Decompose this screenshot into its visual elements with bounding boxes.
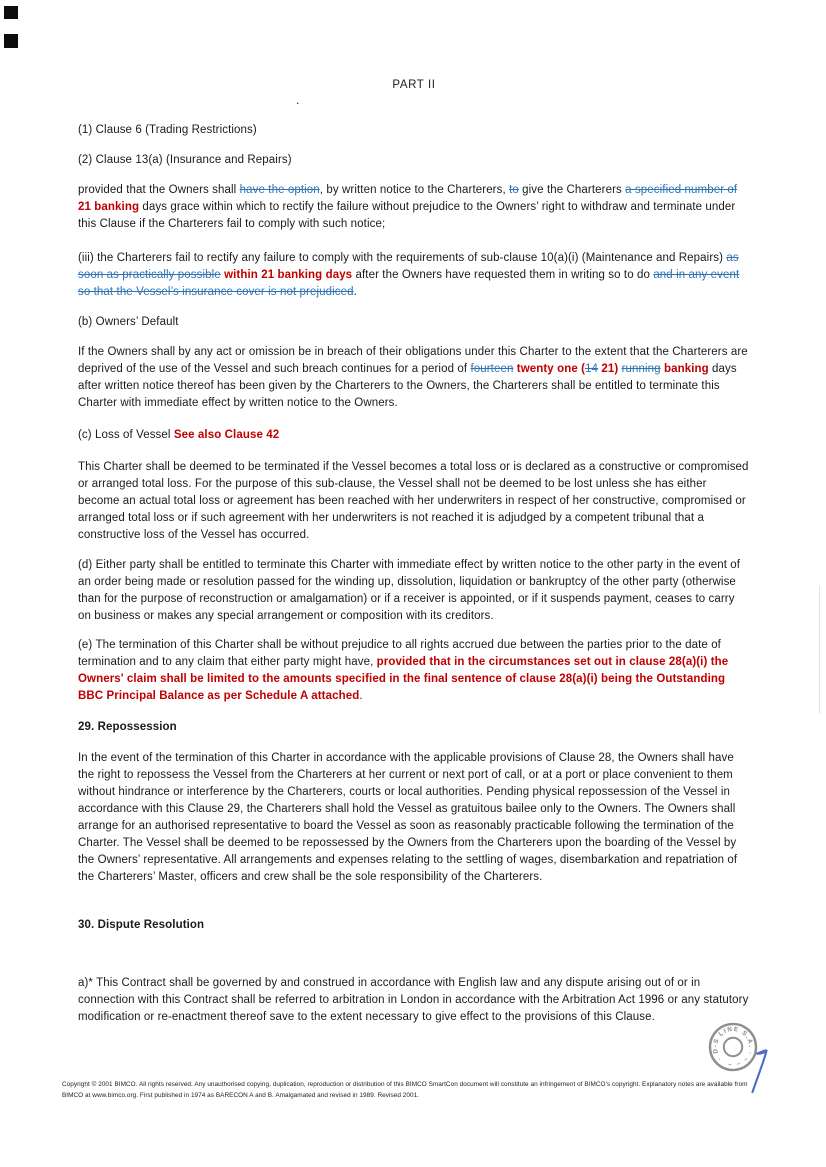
deleted-text: 14 [585, 363, 599, 375]
text-run: In the event of the termination of this Charter in accordance with the applicable provisions of Clause 28, the Owners shall have the right to repossess the Vessel from the Charterers at her current or next port of call, or at a port or place convenient to them without hindrance or interference by the Charterers, courts or local authorities. Pending physical repossession of the Vessel in accordance with this Clause 29, the Charterers shall hold the Vessel as gratuitous bailee only to the Owners. The Owners shall arrange for an authorised representative to board the Vessel as soon as reasonably practicable following the termination of the Charter. The Vessel shall be deemed to be repossessed by the Owners from the Charterers upon the boarding of the Vessel by the Owners’ representative. All arrangements and expenses relating to the settling of wages, disembarkation and repatriation of the Charterers’ Master, officers and crew shall be the sole responsibility of the Charterers. [78, 752, 738, 883]
subclause-b-label [78, 314, 750, 331]
text-run: 30. Dispute Resolution [78, 919, 205, 931]
scan-artifact-mark [4, 34, 18, 48]
stray-dot: . [296, 93, 300, 107]
subclause-c-label [78, 427, 750, 444]
inserted-text: within 21 banking days [224, 269, 353, 281]
text-run: a)* This Contract shall be governed by and construed in accordance with English law and any dispute arising out of or in connection with this Contract shall be referred to arbitration in London in accordance with the Arbitration Act 1996 or any statutory modification or re-enactment thereof save to the extent necessary to give effect to the provisions of this Clause. [78, 977, 749, 1023]
inserted-text: 21 banking [78, 201, 140, 213]
text-run: (e) The termination of this Charter shall be without prejudice to all rights accrued due between the parties prior to the date of termination and to any claim that either party might have, [78, 639, 721, 668]
clause-ref-2 [78, 152, 750, 169]
inserted-text: banking [663, 363, 709, 375]
scan-edge-line [819, 586, 820, 714]
inserted-text: twenty one [516, 363, 578, 375]
footer-copyright: Copyright © 2001 BIMCO. All rights reserved. Any unauthorised copying, duplication, reproduction or distribution of this BIMCO SmartCon document will constitute an infringement of BIMCO’s copyright. Explanatory notes are available from BIMCO at www.bimco.org. First published in 1974 as BARECON A and B. Amalgamated and revised in 1989. Revised 2001. [62, 1081, 748, 1099]
inserted-text: 21) [598, 363, 619, 375]
inserted-text: ( [581, 363, 586, 375]
paragraph-owners-default [78, 344, 750, 412]
text-run: 29. Repossession [78, 721, 177, 733]
heading-29 [78, 719, 750, 736]
text-run: , by written notice to the Charterers, [319, 184, 510, 196]
paragraph-repossession [78, 750, 750, 886]
text-run: (iii) the Charterers fail to rectify any failure to comply with the requirements of sub-clause 10(a)(i) (Maintenance and Repairs) [78, 252, 727, 264]
paragraph-loss-of-vessel [78, 459, 750, 544]
heading-30 [78, 917, 750, 934]
text-run: provided that the Owners shall [78, 184, 240, 196]
stamp-ring-text: · D-S LINE S.A. · – – – [711, 1025, 755, 1069]
deleted-text: running [621, 363, 661, 375]
text-run: . [353, 286, 357, 298]
inserted-text: provided that in the circumstances set out in clause 28(a)(i) the Owners' claim shall be limited to the amounts specified in the final sentence of clause 28(a)(i) being the Outstanding BBC Principal Balance as per Schedule A attached [78, 656, 729, 702]
text-run: (d) Either party shall be entitled to terminate this Charter with immediate effect by written notice to the other party in the event of an order being made or resolution passed for the winding up, dissolution, liquidation or bankruptcy of the other party (otherwise than for the purpose of reconstruction or amalgamation) or if a receiver is appointed, or if it suspends payment, ceases to carry on business or makes any special arrangement or composition with its creditors. [78, 559, 741, 622]
paragraph-proviso [78, 182, 750, 233]
text-run: If the Owners shall by any act or omission be in breach of their obligations under this Charter to the extent that the Charterers are deprived of the use of the Vessel and such breach continues for a period of [78, 346, 748, 375]
paragraph-e [78, 637, 750, 705]
paragraph-dispute [78, 975, 750, 1026]
deleted-text: and in any event so that the Vessel’s insurance cover is not prejudiced [78, 269, 740, 298]
inserted-text: See also Clause 42 [173, 429, 280, 441]
deleted-text: as soon as practically possible [78, 252, 739, 281]
text-run: days grace within which to rectify the failure without prejudice to the Owners’ right to withdraw and terminate under this Clause if the Charterers fail to comply with such notice; [78, 201, 736, 230]
text-run: after the Owners have requested them in writing so to do [352, 269, 654, 281]
text-run: (c) Loss of Vessel [78, 429, 174, 441]
text-run: (b) Owners’ Default [78, 316, 179, 328]
text-run: . [359, 690, 363, 702]
deleted-text: fourteen [470, 363, 514, 375]
deleted-text: have the option [239, 184, 320, 196]
deleted-text: to [509, 184, 519, 196]
scan-artifact-mark [4, 6, 18, 19]
text-run: This Charter shall be deemed to be terminated if the Vessel becomes a total loss or is declared as a constructive or compromised or arranged total loss. For the purpose of this sub-clause, the Vessel shall not be deemed to be lost unless she has either become an actual total loss or agreement has been reached with her underwriters in respect of her constructive, compromised or arranged total loss or if such agreement with her underwriters is not reached it is adjudged by a competent tribunal that a constructive loss of the Vessel has occurred. [78, 461, 749, 541]
part-title [78, 77, 750, 94]
text-run: PART II [392, 79, 436, 91]
text-run: (2) Clause 13(a) (Insurance and Repairs) [78, 154, 292, 166]
text-run: (1) Clause 6 (Trading Restrictions) [78, 124, 257, 136]
text-run: give the Charterers [518, 184, 626, 196]
paragraph-d [78, 557, 750, 625]
paragraph-iii [78, 250, 750, 301]
clause-ref-1 [78, 122, 750, 139]
deleted-text: a specified number of [625, 184, 738, 196]
text-run: days after written notice thereof has been given by the Charterers to the Owners, the Charterers shall be entitled to terminate this Charter with immediate effect by written notice to the Owners. [78, 363, 737, 409]
